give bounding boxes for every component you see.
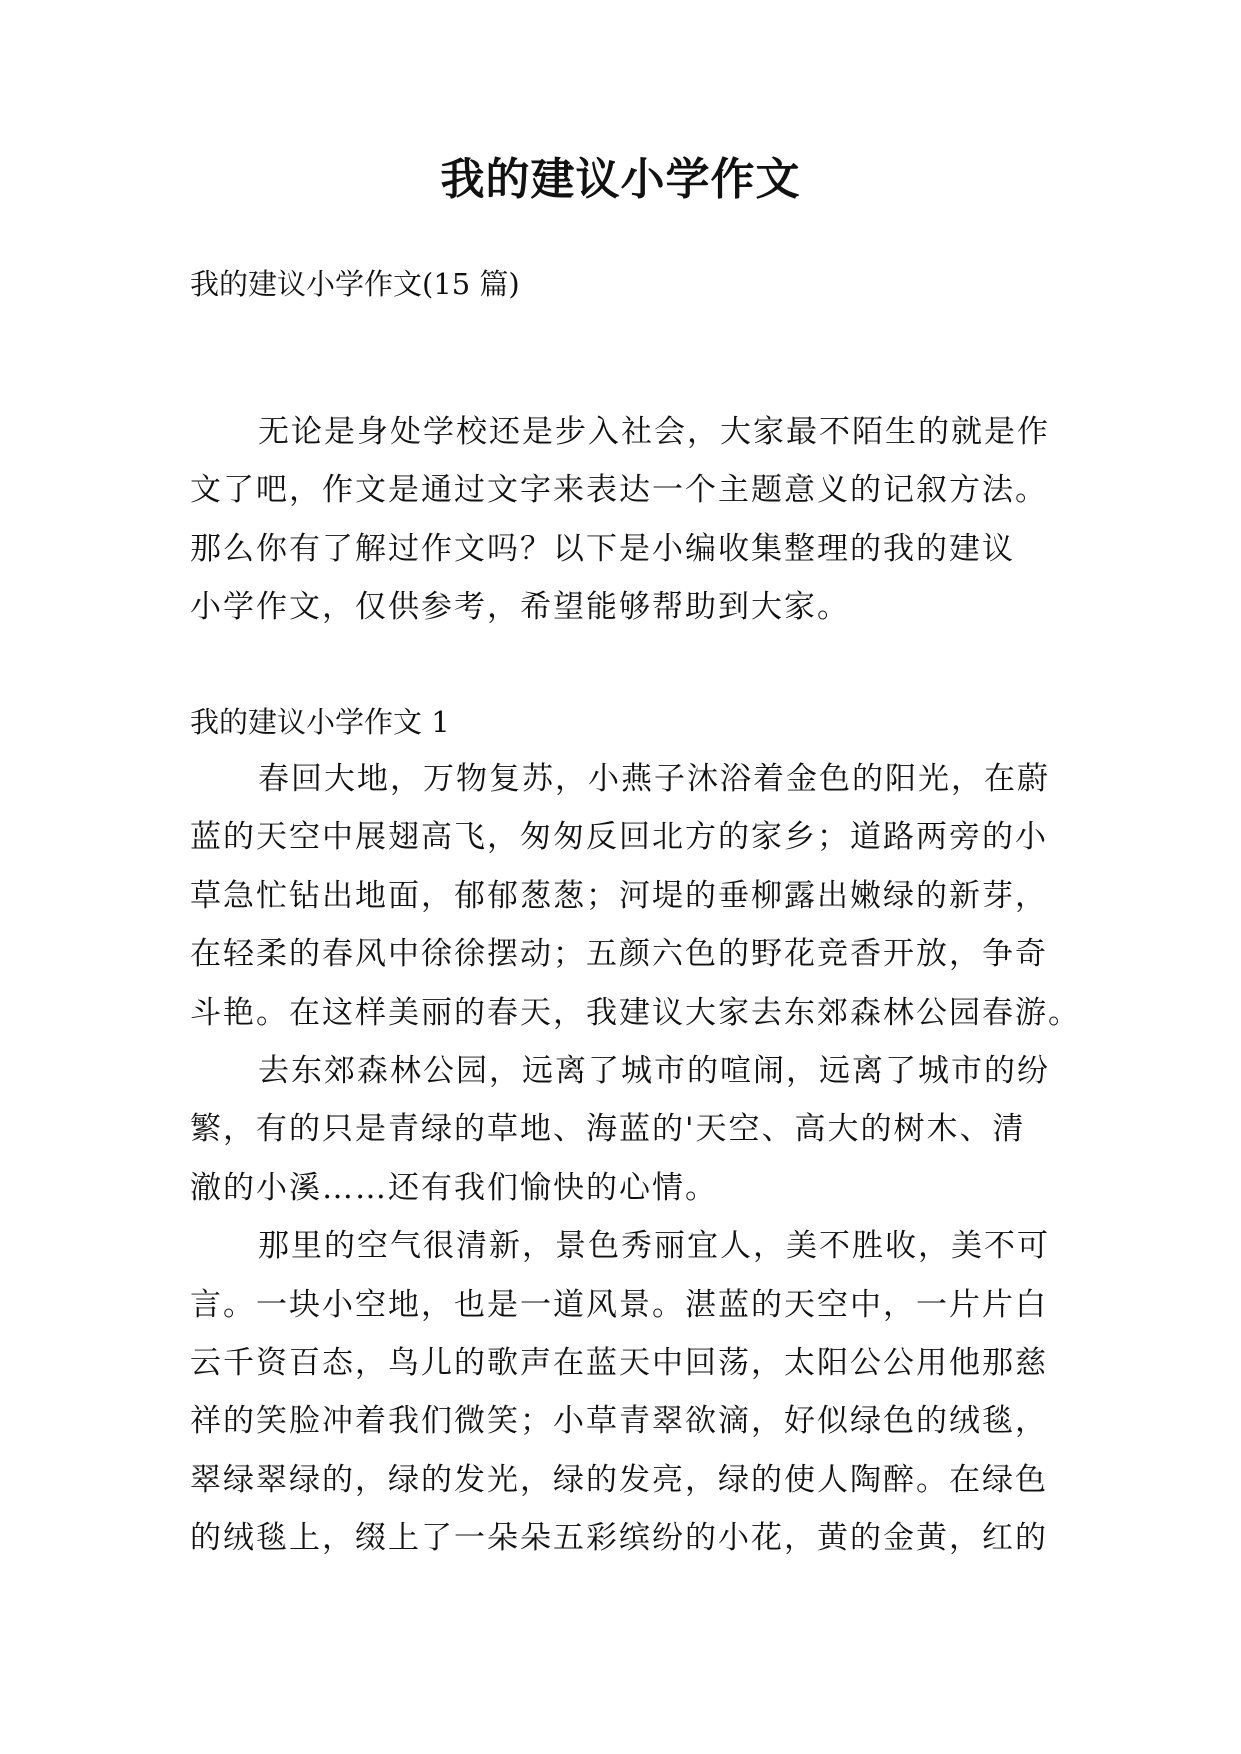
document-title: 我的建议小学作文 <box>440 154 801 205</box>
essay-line: 去东郊森林公园，远离了城市的喧闹，远离了城市的纷 <box>258 1052 1050 1089</box>
essay-body <box>190 750 1081 1567</box>
essay-line: 繁，有的只是青绿的草地、海蓝的'天空、高大的树木、清 <box>190 1111 1026 1148</box>
intro-line: 无论是身处学校还是步入社会，大家最不陌生的就是作 <box>258 414 1050 450</box>
essay-line: 祥的笑脸冲着我们微笑；小草青翠欲滴，好似绿色的绒毯， <box>190 1403 1048 1440</box>
essay-line: 草急忙钻出地面，郁郁葱葱；河堤的垂柳露出嫩绿的新芽， <box>190 877 1048 914</box>
essay-line: 在轻柔的春风中徐徐摆动；五颜六色的野花竞香开放，争奇 <box>190 936 1048 973</box>
intro-line: 小学作文，仅供参考，希望能够帮助到大家。 <box>190 589 850 626</box>
essay-heading: 我的建议小学作文 1 <box>190 705 450 739</box>
essay-line: 澈的小溪……还有我们愉快的心情。 <box>190 1169 718 1206</box>
essay-line: 云千资百态，鸟儿的歌声在蓝天中回荡，太阳公公用他那慈 <box>190 1344 1048 1381</box>
essay-line: 蓝的天空中展翅高飞，匆匆反回北方的家乡；道路两旁的小 <box>190 819 1048 856</box>
essay-line: 春回大地，万物复苏，小燕子沐浴着金色的阳光，在蔚 <box>258 761 1050 797</box>
intro-line: 文了吧，作文是通过文字来表达一个主题意义的记叙方法。 <box>190 472 1048 509</box>
intro-line: 那么你有了解过作文吗？以下是小编收集整理的我的建议 <box>190 530 1015 567</box>
essay-line: 的绒毯上，缀上了一朵朵五彩缤纷的小花，黄的金黄，红的 <box>190 1520 1048 1557</box>
essay-line: 言。一块小空地，也是一道风景。湛蓝的天空中，一片片白 <box>190 1286 1048 1323</box>
intro-paragraph <box>190 403 1070 637</box>
document-subtitle: 我的建议小学作文(15 篇) <box>190 267 520 301</box>
essay-line: 斗艳。在这样美丽的春天，我建议大家去东郊森林公园春游。 <box>190 994 1081 1031</box>
essay-line: 翠绿翠绿的，绿的发光，绿的发亮，绿的使人陶醉。在绿色 <box>190 1461 1048 1498</box>
essay-line: 那里的空气很清新，景色秀丽宜人，美不胜收，美不可 <box>258 1228 1050 1265</box>
